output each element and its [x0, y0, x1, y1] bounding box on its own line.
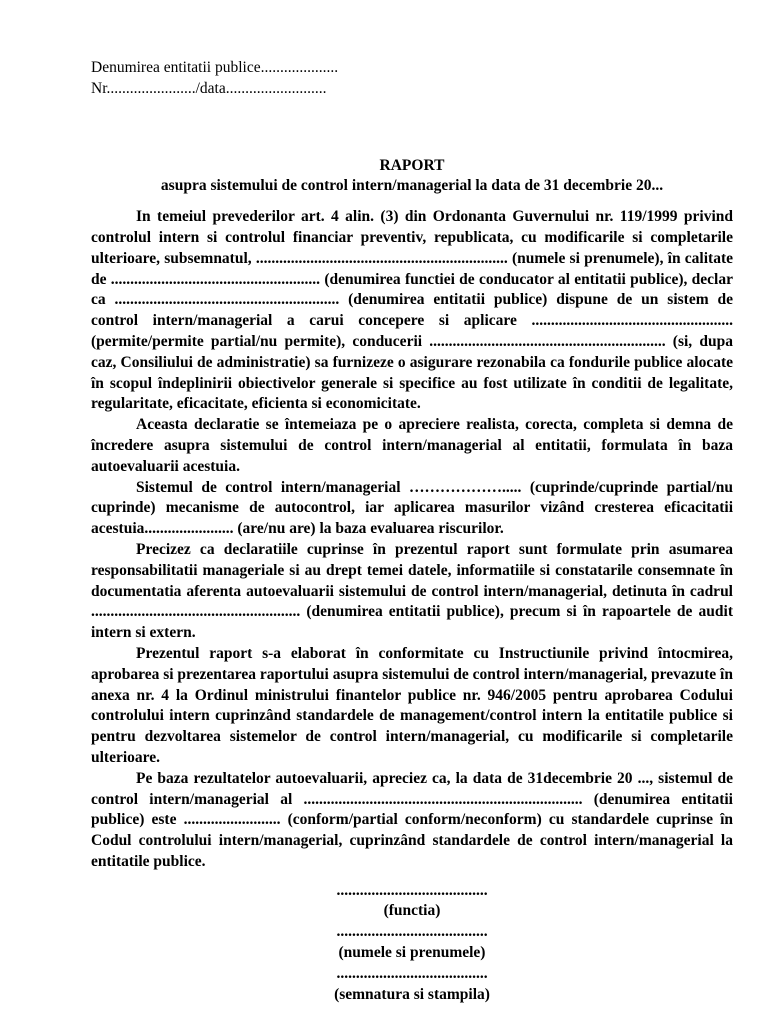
- signature-block: [91, 881, 733, 1006]
- paragraph-control-system: Sistemul de control intern/managerial ………………..... (cuprinde/cuprinde partial/nu cuprinde) mecanisme de autocontrol, iar aplicarea masurilor vizând cresterea eficacitatii acestuia....................... (are/nu are) la baza evaluarea riscurilor.: [91, 478, 733, 538]
- paragraph-managerial-responsibility: Precizez ca declaratiile cuprinse în prezentul raport sunt formulate prin asumarea responsabilitatii manageriale si au drept temei datele, informatiile si constatarile consemnate în documentatia aferenta autoevaluarii sistemului de control intern/managerial, detinuta în cadrul ...................................................... (denumirea entitatii publice), precum si în rapoartele de audit intern si extern.: [91, 540, 733, 642]
- paragraph-declaration-basis: Aceasta declaratie se întemeiaza pe o apreciere realista, corecta, completa si demna de încredere asupra sistemului de control intern/managerial al entitatii, formulata în baza autoevaluarii acestuia.: [91, 416, 733, 475]
- number-date-line: Nr......................./data..........................: [91, 79, 327, 97]
- signature-dots-sign: .......................................: [336, 964, 488, 982]
- name-label: (numele si prenumele): [338, 944, 486, 962]
- signature-dots-function: .......................................: [336, 881, 488, 899]
- paragraph-instructions: Prezentul raport s-a elaborat în conformitate cu Instructiunile privind întocmirea, aprobarea si prezentarea raportului asupra sistemului de control intern/managerial, prevazute în anexa nr. 4 la Ordinul ministrului finantelor publice nr. 946/2005 pentru aprobarea Codului controlului intern cuprinzând standardele de management/control intern la entitatile publice si pentru dezvoltarea sistemelor de control intern/managerial, cu modificarile si completarile ulterioare.: [91, 644, 733, 766]
- paragraph-legal-basis: In temeiul prevederilor art. 4 alin. (3) din Ordonanta Guvernului nr. 119/1999 privind controlul intern si controlul financiar preventiv, republicata, cu modificarile si completarile ulterioare, subsemnatul, ................................................................. (numele si prenumele), în calitate de ...................................................... (denumirea functiei de conducator al entitatii publice), declar ca .......................................................... (denumirea entitatii publice) dispune de un sistem de control intern/managerial a carui concepere si aplicare .................................................... (permite/permite partial/nu permite), conducerii ............................................................. (si, dupa caz, Consiliului de administratie) sa furnizeze o asigurare rezonabila ca fondurile publice alocate în scopul îndeplinirii obiectivelor generale si specifice au fost utilizate în conditii de legalitate, regularitate, eficacitate, eficienta si economicitate.: [91, 208, 733, 413]
- report-title: RAPORT: [379, 156, 445, 174]
- function-label: (functia): [383, 902, 441, 920]
- document-page: [91, 58, 733, 1005]
- title-block: [91, 156, 733, 198]
- report-subtitle: asupra sistemului de control intern/managerial la data de 31 decembrie 20...: [160, 177, 664, 195]
- signature-stamp-label: (semnatura si stampila): [334, 985, 490, 1003]
- signature-dots-name: .......................................: [336, 923, 488, 941]
- report-body: [91, 207, 733, 873]
- entity-name-line: Denumirea entitatii publice....................: [91, 59, 339, 76]
- paragraph-conclusion: Pe baza rezultatelor autoevaluarii, apreciez ca, la data de 31decembrie 20 ..., sistemul de control intern/managerial al ........................................................................ (denumirea entitatii publice) este ......................... (conform/partial conform/neconform) cu standardele cuprinse în Codul controlului intern/managerial, cuprinzând standardele de control intern/managerial la entitatile publice.: [91, 769, 733, 870]
